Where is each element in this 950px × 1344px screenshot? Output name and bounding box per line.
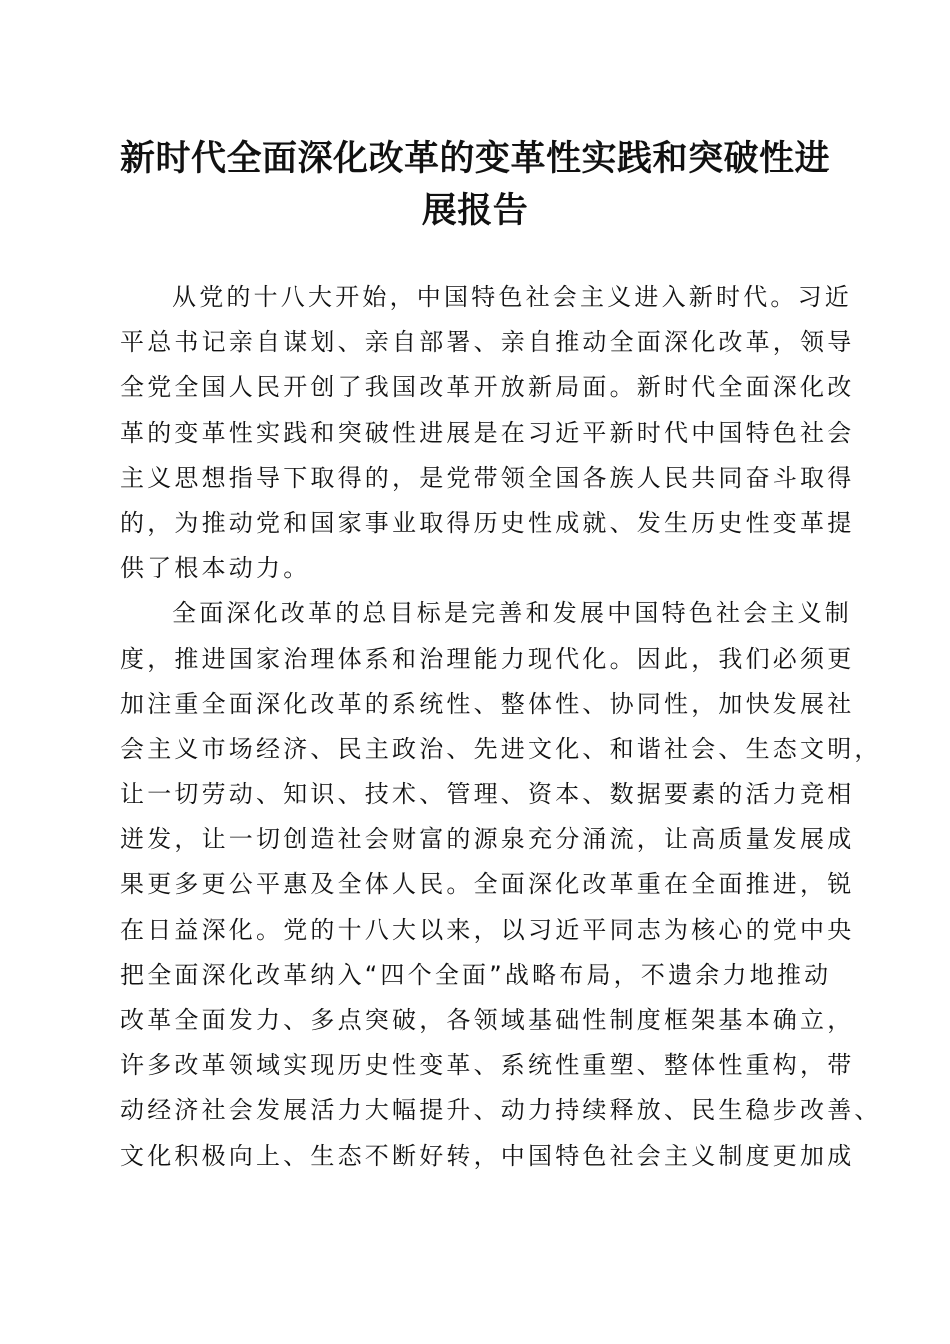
paragraph-2	[120, 591, 882, 1178]
text-line: 把全面深化改革纳入“四个全面”战略布局，不遗余力地推动	[120, 960, 832, 989]
document-body	[120, 275, 882, 1179]
text-line: 改革全面发力、多点突破，各领域基础性制度框架基本确立，	[120, 1006, 855, 1034]
text-line: 全党全国人民开创了我国改革开放新局面。新时代全面深化改	[120, 373, 855, 402]
text-line: 革的变革性实践和突破性进展是在习近平新时代中国特色社会	[120, 418, 855, 447]
text-line: 从党的十八大开始，中国特色社会主义进入新时代。习近	[172, 283, 852, 311]
paragraph-1	[120, 275, 855, 591]
text-line: 会主义市场经济、民主政治、先进文化、和谐社会、生态文明，	[120, 734, 882, 763]
title-line: 展报告	[421, 190, 529, 231]
text-line: 加注重全面深化改革的系统性、整体性、协同性，加快发展社	[120, 689, 855, 718]
text-line: 迸发，让一切创造社会财富的源泉充分涌流，让高质量发展成	[120, 825, 855, 854]
text-line: 平总书记亲自谋划、亲自部署、亲自推动全面深化改革，领导	[120, 328, 855, 357]
text-line: 让一切劳动、知识、技术、管理、资本、数据要素的活力竞相	[120, 780, 855, 809]
text-line: 供了根本动力。	[120, 554, 311, 583]
document-title	[110, 133, 840, 237]
text-line: 果更多更公平惠及全体人民。全面深化改革重在全面推进，锐	[120, 870, 855, 899]
text-line: 文化积极向上、生态不断好转，中国特色社会主义制度更加成	[120, 1141, 855, 1170]
text-line: 动经济社会发展活力大幅提升、动力持续释放、民生稳步改善、	[120, 1096, 882, 1125]
text-line: 度，推进国家治理体系和治理能力现代化。因此，我们必须更	[120, 644, 855, 673]
text-line: 全面深化改革的总目标是完善和发展中国特色社会主义制	[172, 599, 852, 628]
title-line: 新时代全面深化改革的变革性实践和突破性进	[119, 138, 830, 179]
text-line: 的，为推动党和国家事业取得历史性成就、发生历史性变革提	[120, 508, 855, 537]
text-line: 主义思想指导下取得的，是党带领全国各族人民共同奋斗取得	[120, 463, 855, 492]
text-line: 在日益深化。党的十八大以来，以习近平同志为核心的党中央	[120, 915, 855, 944]
text-line: 许多改革领域实现历史性变革、系统性重塑、整体性重构，带	[120, 1051, 855, 1080]
